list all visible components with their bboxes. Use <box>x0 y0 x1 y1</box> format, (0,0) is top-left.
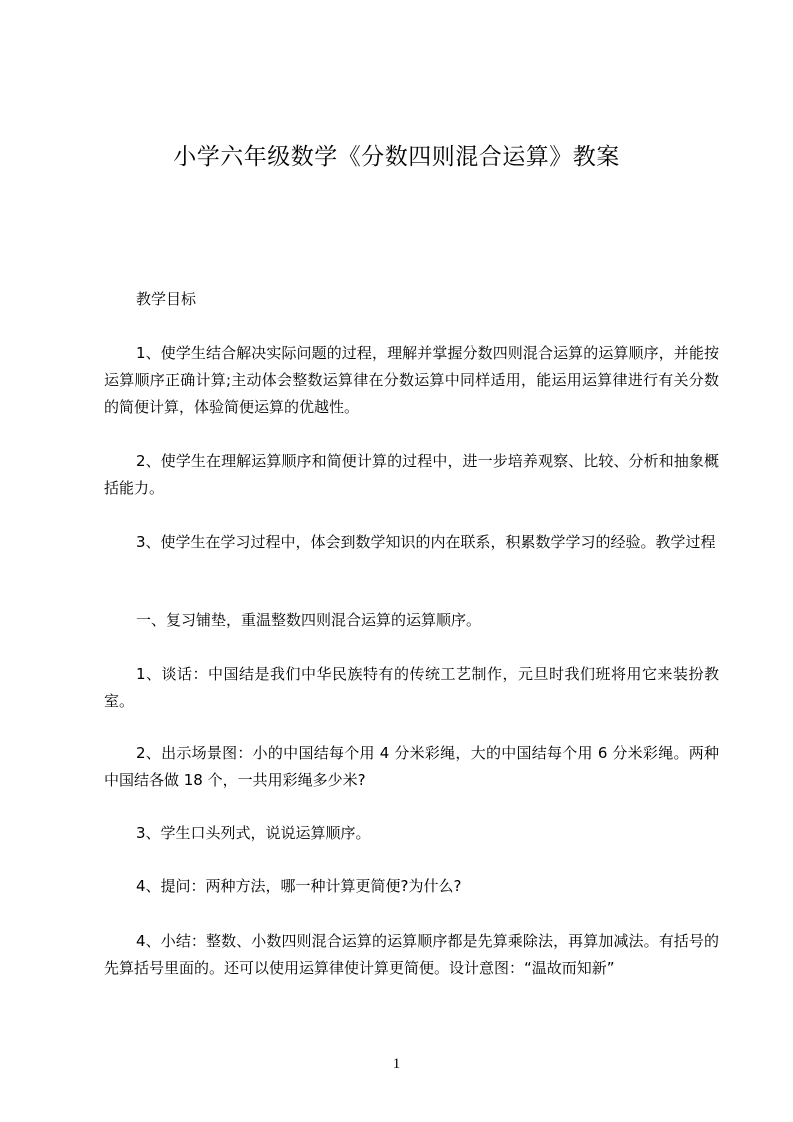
document-title: 小学六年级数学《分数四则混合运算》教案 <box>173 144 620 170</box>
page-number: 1 <box>392 1056 401 1072</box>
paragraph-step-3: 3、学生口头列式，说说运算顺序。 <box>136 824 371 842</box>
paragraph-objective-1: 1、使学生结合解决实际问题的过程，理解并掌握分数四则混合运算的运算顺序，并能按运算顺序正确计算;主动体会整数运算律在分数运算中同样适用，能运用运算律进行有关分数的简便计算，体验简便运算的优越性。 <box>104 344 719 416</box>
paragraph-objective-3: 3、使学生在学习过程中，体会到数学知识的内在联系，积累数学学习的经验。教学过程 <box>136 533 716 551</box>
paragraph-summary: 4、小结：整数、小数四则混合运算的运算顺序都是先算乘除法，再算加减法。有括号的先算括号里面的。还可以使用运算律使计算更简便。设计意图：“温故而知新” <box>104 932 719 977</box>
paragraph-step-2: 2、出示场景图：小的中国结每个用 4 分米彩绳，大的中国结每个用 6 分米彩绳。两种中国结各做 18 个，一共用彩绳多少米? <box>104 744 719 789</box>
paragraph-step-4: 4、提问：两种方法，哪一种计算更简便?为什么? <box>136 877 462 895</box>
paragraph-step-1: 1、谈话：中国结是我们中华民族特有的传统工艺制作，元旦时我们班将用它来装扮教室。 <box>104 665 719 710</box>
paragraph-objective-2: 2、使学生在理解运算顺序和简便计算的过程中，进一步培养观察、比较、分析和抽象概括能力。 <box>104 452 719 497</box>
section-heading-objectives: 教学目标 <box>136 290 197 308</box>
section-heading-review: 一、复习铺垫，重温整数四则混合运算的运算顺序。 <box>136 611 482 629</box>
